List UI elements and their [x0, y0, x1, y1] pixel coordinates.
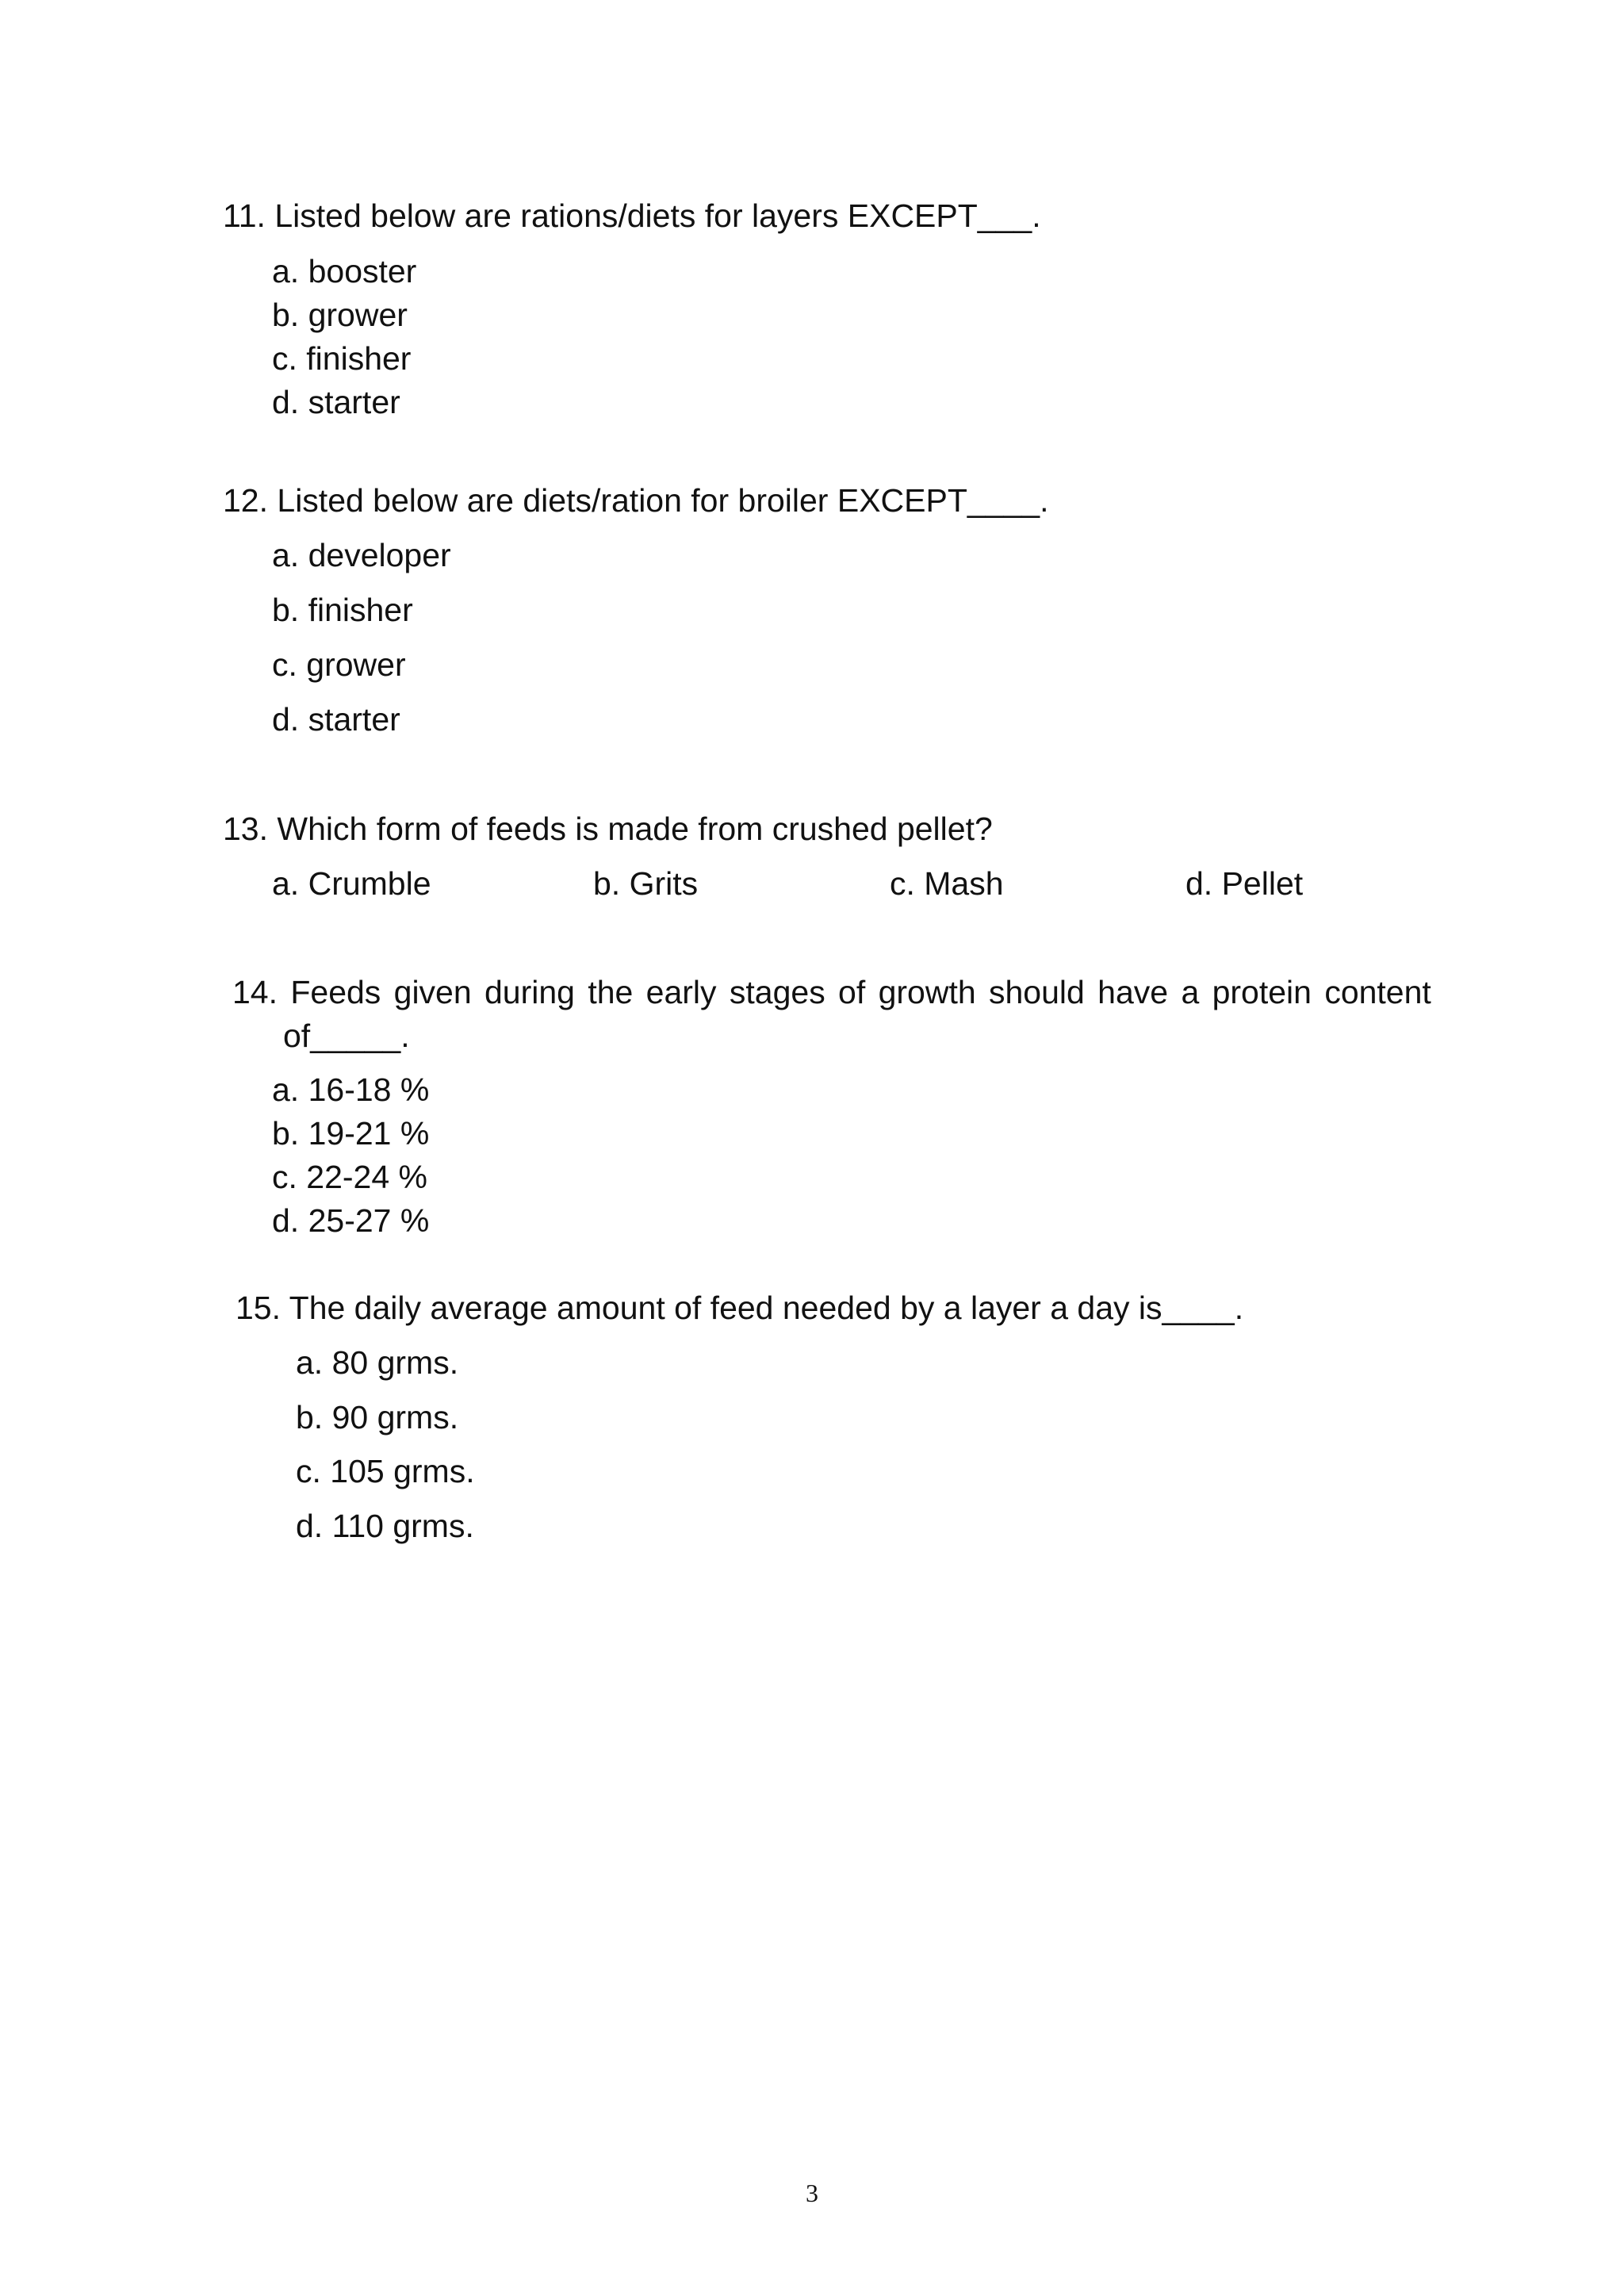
- stem-word: during: [485, 974, 575, 1010]
- answer-option: a. developer: [272, 537, 451, 573]
- answer-option: d. starter: [272, 384, 400, 420]
- answer-option: b. 90 grms.: [296, 1399, 459, 1435]
- stem-word: early: [645, 974, 717, 1010]
- question-stem: 15. The daily average amount of feed needed by a layer a day is____.: [236, 1290, 1244, 1326]
- answer-option: b. 19-21 %: [272, 1115, 430, 1152]
- answer-option: a. 16-18 %: [272, 1071, 430, 1108]
- stem-word: Feeds: [290, 974, 381, 1010]
- answer-option: b. Grits: [593, 865, 699, 902]
- answer-option: b. finisher: [272, 592, 413, 628]
- question-stem-justified: [232, 976, 1431, 1009]
- stem-word: have: [1097, 974, 1169, 1010]
- question-stem-continuation: of_____.: [283, 1018, 410, 1054]
- stem-word: a: [1181, 974, 1200, 1010]
- stem-word: stages: [729, 974, 825, 1010]
- stem-word: the: [588, 974, 634, 1010]
- stem-word: given: [393, 974, 472, 1010]
- stem-word: should: [989, 974, 1085, 1010]
- stem-word: protein: [1212, 974, 1312, 1010]
- stem-word: of: [838, 974, 866, 1010]
- answer-option: c. 105 grms.: [296, 1453, 475, 1489]
- stem-word: growth: [878, 974, 976, 1010]
- page-number: 3: [806, 2179, 818, 2207]
- answer-option: b. grower: [272, 297, 408, 333]
- answer-option: d. Pellet: [1185, 865, 1304, 902]
- stem-word: 14.: [232, 974, 278, 1010]
- answer-option: c. 22-24 %: [272, 1159, 427, 1195]
- answer-option: c. finisher: [272, 340, 412, 377]
- answer-option: d. 25-27 %: [272, 1202, 430, 1239]
- answer-option: a. booster: [272, 253, 417, 289]
- answer-option: d. starter: [272, 701, 400, 738]
- answer-option: d. 110 grms.: [296, 1508, 474, 1544]
- answer-option: a. Crumble: [272, 865, 431, 902]
- question-stem: 13. Which form of feeds is made from crushed pellet?: [223, 811, 993, 847]
- question-stem: 11. Listed below are rations/diets for layers EXCEPT___.: [223, 197, 1041, 234]
- answer-option: a. 80 grms.: [296, 1344, 459, 1381]
- stem-word: content: [1324, 974, 1431, 1010]
- answer-option: c. grower: [272, 646, 406, 683]
- question-stem: 12. Listed below are diets/ration for broiler EXCEPT____.: [223, 482, 1049, 519]
- answer-option: c. Mash: [890, 865, 1004, 902]
